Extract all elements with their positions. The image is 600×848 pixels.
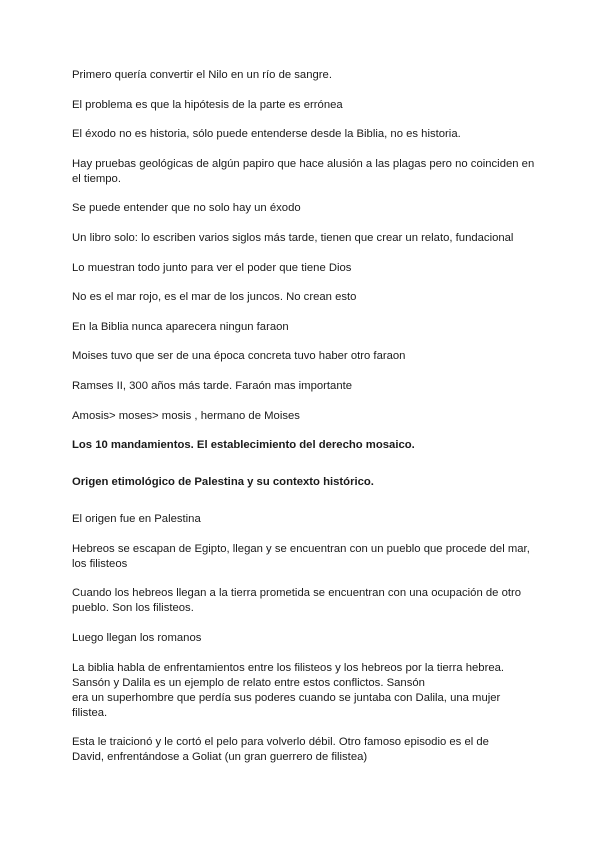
text-line: Sansón y Dalila es un ejemplo de relato entre estos conflictos. Sansón bbox=[72, 676, 425, 689]
paragraph-sanson-dalila bbox=[72, 661, 542, 721]
paragraph-varios-exodos: Se puede entender que no solo hay un éxodo bbox=[72, 202, 301, 215]
text-line: filistea. bbox=[72, 706, 108, 719]
paragraph-ramses: Ramses II, 300 años más tarde. Faraón mas importante bbox=[72, 379, 353, 392]
paragraph-nilo: Primero quería convertir el Nilo en un río de sangre. bbox=[72, 69, 332, 81]
paragraph-david-goliat bbox=[72, 735, 542, 765]
paragraph-exodo-historia: El éxodo no es historia, sólo puede entenderse desde la Biblia, no es historia. bbox=[72, 128, 461, 141]
text-line: Hay pruebas geológicas de algún papiro que hace alusión a las plagas pero no coinciden en bbox=[72, 157, 535, 170]
text-line: Esta le traicionó y le cortó el pelo para volverlo débil. Otro famoso episodio es el de bbox=[72, 736, 489, 749]
text-line: Cuando los hebreos llegan a la tierra prometida se encuentran con una ocupación de otro bbox=[72, 587, 522, 600]
paragraph-poder-dios: Lo muestran todo junto para ver el poder que tiene Dios bbox=[72, 261, 352, 274]
paragraph-origen-palestina: El origen fue en Palestina bbox=[72, 513, 201, 526]
paragraph-amosis: Amosis> moses> mosis , hermano de Moises bbox=[72, 409, 300, 422]
paragraph-moises-epoca: Moises tuvo que ser de una época concreta tuvo haber otro faraon bbox=[72, 350, 406, 363]
text-line: el tiempo. bbox=[72, 172, 121, 185]
text-line: era un superhombre que perdía sus poderes cuando se juntaba con Dalila, una mujer bbox=[72, 691, 501, 704]
text-line: David, enfrentándose a Goliat (un gran guerrero de filistea) bbox=[72, 751, 368, 764]
paragraph-hebreos-egipto bbox=[72, 542, 542, 572]
text-line: los filisteos bbox=[72, 557, 128, 570]
text-line: Hebreos se escapan de Egipto, llegan y se encuentran con un pueblo que procede del mar, bbox=[72, 542, 530, 555]
heading-mandamientos: Los 10 mandamientos. El establecimiento del derecho mosaico. bbox=[72, 439, 415, 452]
heading-palestina: Origen etimológico de Palestina y su contexto histórico. bbox=[72, 476, 374, 489]
paragraph-tierra-prometida bbox=[72, 586, 542, 616]
text-line: pueblo. Son los filisteos. bbox=[72, 602, 194, 615]
paragraph-libro-solo: Un libro solo: lo escriben varios siglos más tarde, tienen que crear un relato, fundacional bbox=[72, 231, 514, 244]
paragraph-faraon: En la Biblia nunca aparecera ningun faraon bbox=[72, 320, 289, 333]
document-body bbox=[72, 68, 542, 780]
paragraph-pruebas-geologicas bbox=[72, 157, 542, 187]
paragraph-hipotesis: El problema es que la hipótesis de la parte es errónea bbox=[72, 98, 343, 111]
paragraph-romanos: Luego llegan los romanos bbox=[72, 631, 202, 644]
text-line: La biblia habla de enfrentamientos entre los filisteos y los hebreos por la tierra hebrea. bbox=[72, 661, 505, 674]
paragraph-mar-juncos: No es el mar rojo, es el mar de los juncos. No crean esto bbox=[72, 291, 357, 304]
